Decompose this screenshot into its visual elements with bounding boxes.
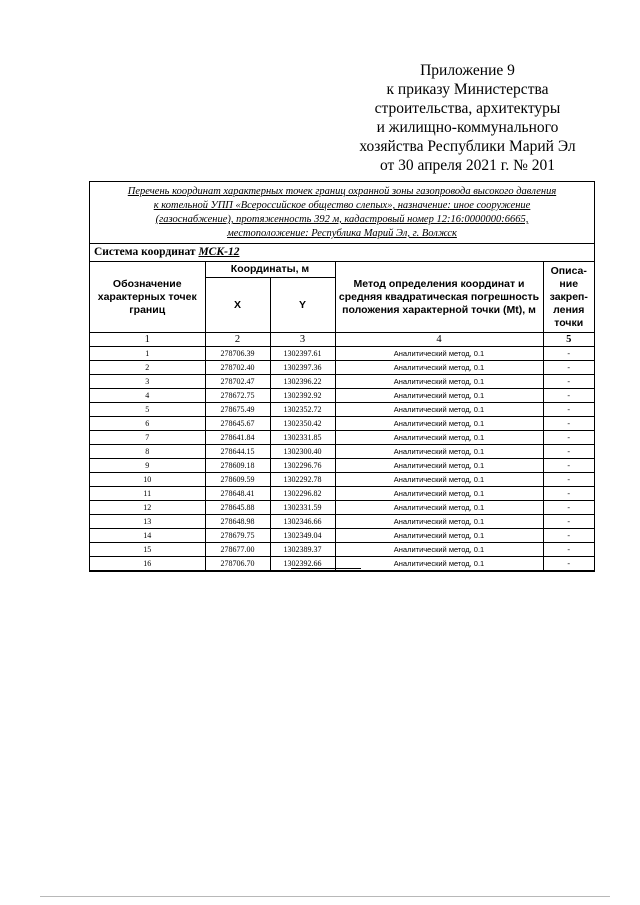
table-row xyxy=(90,389,594,403)
y-cell: 1302349.04 xyxy=(270,529,335,543)
table-row xyxy=(90,515,594,529)
title-line: к котельной УПП «Всероссийское общество слепых», назначение: иное сооружение xyxy=(153,200,531,211)
x-cell: 278645.67 xyxy=(205,417,270,431)
table-row xyxy=(90,403,594,417)
column-number: 3 xyxy=(270,333,335,347)
x-cell: 278706.39 xyxy=(205,347,270,361)
method-cell: Аналитический метод, 0.1 xyxy=(335,529,543,543)
y-cell: 1302389.37 xyxy=(270,543,335,557)
page-bottom-line xyxy=(40,896,610,897)
y-cell: 1302392.92 xyxy=(270,389,335,403)
column-number: 4 xyxy=(335,333,543,347)
header-line: хозяйства Республики Марий Эл xyxy=(359,138,576,155)
x-cell: 278609.18 xyxy=(205,459,270,473)
header-y: Y xyxy=(270,278,335,333)
description-cell: - xyxy=(543,529,594,543)
y-cell: 1302397.61 xyxy=(270,347,335,361)
header-method: Метод определения координат и средняя квадратическая погрешность положения характерной точки (Mt), м xyxy=(335,262,543,333)
y-cell: 1302296.82 xyxy=(270,487,335,501)
y-cell: 1302350.42 xyxy=(270,417,335,431)
description-cell: - xyxy=(543,543,594,557)
title-line: (газоснабжение), протяженность 392 м, кадастровый номер 12:16:0000000:6665, xyxy=(155,214,529,225)
header-line: к приказу Министерства xyxy=(386,81,549,98)
table-row xyxy=(90,501,594,515)
coordinates-document xyxy=(89,181,595,572)
method-cell: Аналитический метод, 0.1 xyxy=(335,347,543,361)
description-cell: - xyxy=(543,445,594,459)
y-cell: 1302300.40 xyxy=(270,445,335,459)
table-row xyxy=(90,375,594,389)
description-cell: - xyxy=(543,487,594,501)
table-row xyxy=(90,529,594,543)
description-cell: - xyxy=(543,473,594,487)
point-number-cell: 8 xyxy=(90,445,205,459)
table-row xyxy=(90,347,594,361)
point-number-cell: 4 xyxy=(90,389,205,403)
coordinate-system-value: МСК-12 xyxy=(198,246,240,258)
header-line: от 30 апреля 2021 г. № 201 xyxy=(379,157,556,174)
coordinate-system-label: Система координат xyxy=(94,246,196,258)
x-cell: 278677.00 xyxy=(205,543,270,557)
coordinates-table xyxy=(90,262,594,571)
method-cell: Аналитический метод, 0.1 xyxy=(335,501,543,515)
point-number-cell: 9 xyxy=(90,459,205,473)
title-line: местоположение: Республика Марий Эл, г. Волжск xyxy=(227,228,457,239)
y-cell: 1302292.78 xyxy=(270,473,335,487)
point-number-cell: 3 xyxy=(90,375,205,389)
y-cell: 1302331.59 xyxy=(270,501,335,515)
column-number: 2 xyxy=(205,333,270,347)
table-row xyxy=(90,459,594,473)
point-number-cell: 16 xyxy=(90,557,205,571)
point-number-cell: 6 xyxy=(90,417,205,431)
point-number-cell: 12 xyxy=(90,501,205,515)
description-cell: - xyxy=(543,361,594,375)
point-number-cell: 10 xyxy=(90,473,205,487)
description-cell: - xyxy=(543,403,594,417)
description-cell: - xyxy=(543,515,594,529)
table-row xyxy=(90,431,594,445)
method-cell: Аналитический метод, 0.1 xyxy=(335,361,543,375)
header-point: Обозначение характерных точек границ xyxy=(90,262,205,333)
header-x: X xyxy=(205,278,270,333)
point-number-cell: 7 xyxy=(90,431,205,445)
coordinate-system xyxy=(90,244,594,262)
x-cell: 278641.84 xyxy=(205,431,270,445)
point-number-cell: 2 xyxy=(90,361,205,375)
description-cell: - xyxy=(543,417,594,431)
title-line: Перечень координат характерных точек границ охранной зоны газопровода высокого давления xyxy=(127,186,557,197)
header-line: строительства, архитектуры xyxy=(374,100,561,117)
method-cell: Аналитический метод, 0.1 xyxy=(335,543,543,557)
point-number-cell: 11 xyxy=(90,487,205,501)
table-row xyxy=(90,487,594,501)
table-row xyxy=(90,417,594,431)
header-line: Приложение 9 xyxy=(420,62,515,79)
point-number-cell: 14 xyxy=(90,529,205,543)
y-cell: 1302352.72 xyxy=(270,403,335,417)
x-cell: 278679.75 xyxy=(205,529,270,543)
y-cell: 1302397.36 xyxy=(270,361,335,375)
x-cell: 278675.49 xyxy=(205,403,270,417)
table-row xyxy=(90,361,594,375)
method-cell: Аналитический метод, 0.1 xyxy=(335,431,543,445)
point-number-cell: 5 xyxy=(90,403,205,417)
table-body xyxy=(90,347,594,571)
x-cell: 278648.98 xyxy=(205,515,270,529)
header-line: и жилищно-коммунального xyxy=(376,119,559,136)
description-cell: - xyxy=(543,347,594,361)
point-number-cell: 1 xyxy=(90,347,205,361)
description-cell: - xyxy=(543,389,594,403)
method-cell: Аналитический метод, 0.1 xyxy=(335,403,543,417)
x-cell: 278702.47 xyxy=(205,375,270,389)
description-cell: - xyxy=(543,375,594,389)
method-cell: Аналитический метод, 0.1 xyxy=(335,417,543,431)
y-cell: 1302331.85 xyxy=(270,431,335,445)
end-divider xyxy=(291,568,361,569)
y-cell: 1302296.76 xyxy=(270,459,335,473)
method-cell: Аналитический метод, 0.1 xyxy=(335,515,543,529)
x-cell: 278648.41 xyxy=(205,487,270,501)
header-description: Описа-ние закреп-ления точки xyxy=(543,262,594,333)
x-cell: 278702.40 xyxy=(205,361,270,375)
table-row xyxy=(90,445,594,459)
point-number-cell: 13 xyxy=(90,515,205,529)
x-cell: 278644.15 xyxy=(205,445,270,459)
method-cell: Аналитический метод, 0.1 xyxy=(335,557,543,571)
appendix-header xyxy=(340,61,595,175)
y-cell: 1302346.66 xyxy=(270,515,335,529)
y-cell: 1302396.22 xyxy=(270,375,335,389)
method-cell: Аналитический метод, 0.1 xyxy=(335,389,543,403)
y-cell: 1302392.66 xyxy=(270,557,335,571)
column-number: 5 xyxy=(543,333,594,347)
method-cell: Аналитический метод, 0.1 xyxy=(335,459,543,473)
method-cell: Аналитический метод, 0.1 xyxy=(335,487,543,501)
method-cell: Аналитический метод, 0.1 xyxy=(335,445,543,459)
description-cell: - xyxy=(543,459,594,473)
point-number-cell: 15 xyxy=(90,543,205,557)
header-coordinates: Координаты, м xyxy=(205,262,335,278)
table-row xyxy=(90,543,594,557)
document-title xyxy=(90,182,594,244)
description-cell: - xyxy=(543,557,594,571)
method-cell: Аналитический метод, 0.1 xyxy=(335,375,543,389)
method-cell: Аналитический метод, 0.1 xyxy=(335,473,543,487)
x-cell: 278609.59 xyxy=(205,473,270,487)
x-cell: 278672.75 xyxy=(205,389,270,403)
description-cell: - xyxy=(543,501,594,515)
x-cell: 278706.70 xyxy=(205,557,270,571)
description-cell: - xyxy=(543,431,594,445)
column-number: 1 xyxy=(90,333,205,347)
x-cell: 278645.88 xyxy=(205,501,270,515)
table-row xyxy=(90,473,594,487)
